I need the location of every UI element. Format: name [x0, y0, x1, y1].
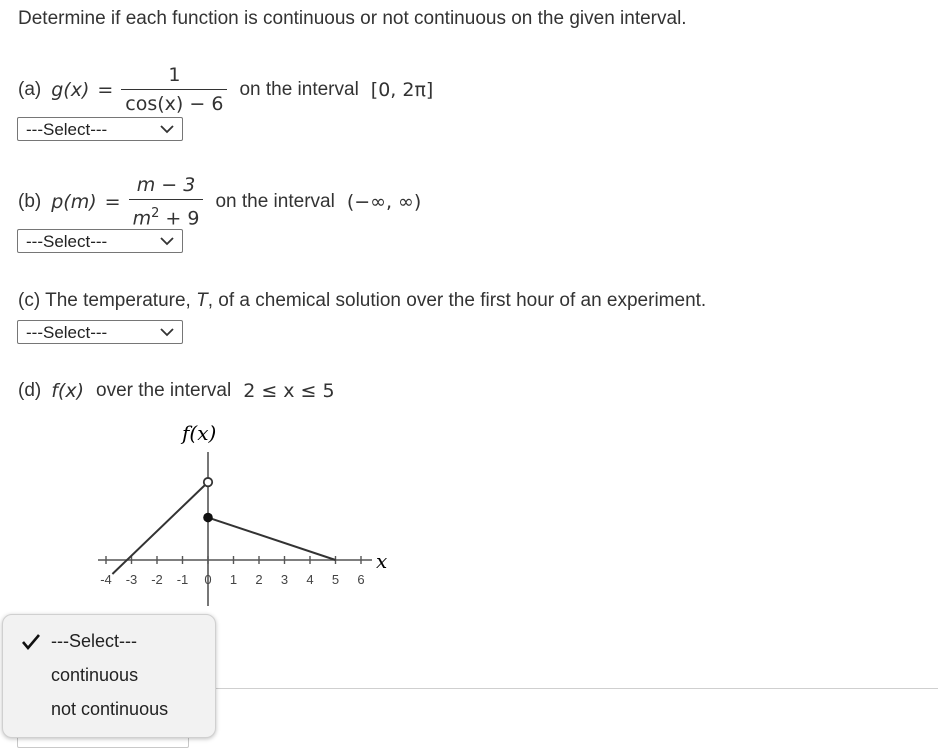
part-d-prompt — [18, 380, 335, 402]
function-graph — [80, 410, 400, 610]
chevron-down-icon — [158, 323, 176, 341]
dropdown-option-not-continuous[interactable]: not continuous — [51, 699, 169, 719]
part-d-interval-text: over the interval — [96, 380, 232, 401]
part-b-select[interactable] — [17, 229, 183, 253]
part-b-function: p(m) — [51, 190, 97, 213]
part-b-den-exp: 2 — [151, 206, 160, 221]
part-a-select-value: ---Select--- — [26, 120, 108, 139]
x-tick-label: -2 — [151, 572, 163, 587]
part-d-function: f(x) — [51, 380, 84, 402]
part-a-numerator: 1 — [168, 64, 181, 86]
x-tick-label: 6 — [357, 572, 365, 587]
section-divider — [190, 688, 938, 689]
part-a-function: g(x) — [51, 78, 90, 101]
open-point-marker — [204, 478, 212, 486]
x-tick-label: 1 — [229, 572, 238, 587]
part-c-variable: T — [196, 290, 208, 311]
part-c-rest: , of a chemical solution over the first hour of an experiment. — [207, 290, 707, 311]
dropdown-option-continuous[interactable]: continuous — [51, 665, 139, 685]
part-a-prompt — [18, 64, 433, 115]
part-b-den-base: m — [132, 207, 152, 230]
part-b-interval: (−∞, ∞) — [346, 190, 422, 213]
part-d-interval: 2 ≤ x ≤ 5 — [243, 380, 335, 402]
dropdown-option-select[interactable]: ---Select--- — [51, 631, 137, 651]
chevron-down-icon — [158, 232, 176, 250]
part-c-label: (c) The temperature, — [18, 290, 197, 311]
x-tick-label: -4 — [100, 572, 112, 587]
graph-x-axis-label: x — [376, 549, 388, 573]
x-tick-label: -3 — [125, 572, 138, 587]
part-b-equals: = — [104, 190, 121, 213]
part-a-interval: [0, 2π] — [370, 78, 434, 101]
part-a-interval-text: on the interval — [239, 78, 359, 100]
x-tick-label: 3 — [280, 572, 289, 587]
x-tick-label: 0 — [204, 572, 212, 587]
x-tick-label: 5 — [331, 572, 340, 587]
part-b-denominator — [129, 199, 204, 229]
x-tick-label: -1 — [176, 572, 189, 587]
part-c-prompt — [18, 290, 706, 312]
part-b-select-value: ---Select--- — [26, 232, 108, 251]
closed-point-marker — [203, 513, 213, 523]
part-a-label: (a) — [18, 78, 42, 100]
x-tick-label: 4 — [306, 572, 314, 587]
part-c-select-value: ---Select--- — [26, 323, 108, 342]
part-b-interval-text: on the interval — [215, 190, 335, 212]
x-tick-label: 2 — [255, 572, 263, 587]
part-b-label: (b) — [18, 190, 42, 212]
part-a-equals: = — [97, 78, 114, 101]
part-c-select[interactable] — [17, 320, 183, 344]
instructions-text: Determine if each function is continuous or not continuous on the given interval. — [18, 8, 687, 29]
part-b-numerator: m − 3 — [136, 174, 196, 196]
part-a-fraction — [121, 64, 227, 115]
checkmark-icon — [21, 633, 41, 651]
part-b-prompt — [18, 174, 421, 229]
part-a-select[interactable] — [17, 117, 183, 141]
part-b-den-rest: + 9 — [159, 207, 200, 230]
graph-y-axis-label: f(x) — [182, 421, 217, 445]
line-segment-right — [208, 518, 336, 560]
x-axis-tick-labels — [100, 572, 364, 587]
part-a-denominator: cos(x) − 6 — [121, 89, 227, 115]
chevron-down-icon — [158, 120, 176, 138]
part-b-fraction — [129, 174, 204, 229]
part-d-label: (d) — [18, 380, 42, 401]
dropdown-menu — [2, 614, 216, 738]
